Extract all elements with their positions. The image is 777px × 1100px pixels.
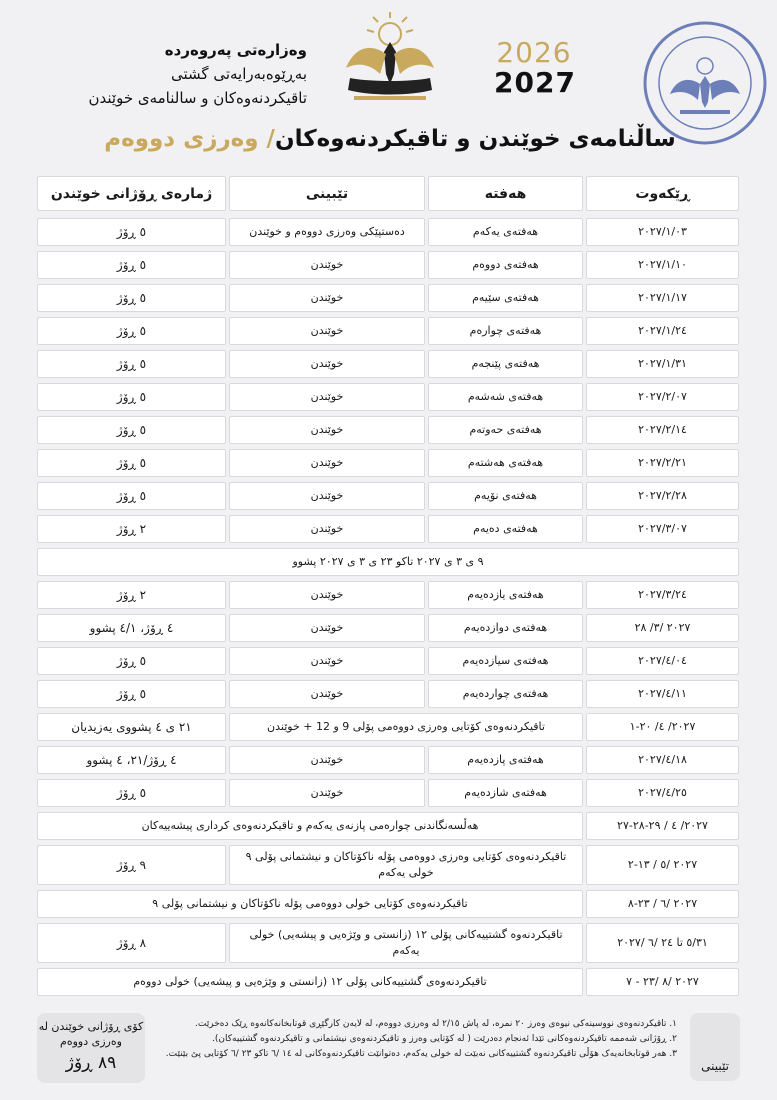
- row-note: خوێندن: [229, 482, 425, 510]
- row-note: خوێندن: [229, 680, 425, 708]
- table-row: [37, 251, 739, 279]
- final-exam-row: [37, 968, 739, 996]
- table-row: [37, 581, 739, 609]
- row-days: ٥ ڕۆژ: [37, 317, 226, 345]
- row-note: تاقیکردنەوەی کۆتایی وەرزی دووەمی پۆلی 9 و 12 + خوێندن: [229, 713, 583, 741]
- row-week: هەفتەی هەشتەم: [428, 449, 583, 477]
- year-start: 2026: [496, 36, 572, 69]
- row-days: ٥ ڕۆژ: [37, 383, 226, 411]
- row-note: تاقیکردنەوە گشتییەکانی پۆلی ١٢ (زانستی و وێژەیی و پیشەیی) خولی یەکەم: [229, 923, 583, 963]
- row-date: ٢٠٢٧/٢/٢٨: [586, 482, 739, 510]
- row-note: خوێندن: [229, 284, 425, 312]
- table-row: [37, 614, 739, 642]
- note-line: ٢. ڕۆژانی شەممە تاقیکردنەوەکانی تێدا ئەنجام دەدرێت ( لە کۆتایی وەرز و تاقیکردنەوەی نیشتمانی و تاقیکردنەوە گشتییەکان).: [211, 1034, 677, 1044]
- header-note: تێبینی: [229, 176, 425, 211]
- row-note: خوێندن: [229, 779, 425, 807]
- table-row: [37, 515, 739, 543]
- row-week: هەفتەی پێنجەم: [428, 350, 583, 378]
- row-days: ٩ ڕۆژ: [37, 845, 226, 885]
- row-days: ٥ ڕۆژ: [37, 482, 226, 510]
- row-date: ٢٠٢٧/١/١٧: [586, 284, 739, 312]
- row-week: هەفتەی شەشەم: [428, 383, 583, 411]
- row-date: ٢٠٢٧/٤/٢٥: [586, 779, 739, 807]
- row-date: ٢٠٢٧/ ٤/ ٢٠-١: [586, 713, 739, 741]
- row-days: ٢ ڕۆژ: [37, 515, 226, 543]
- year-end: 2027: [494, 66, 576, 99]
- row-date: ٥/٣١ تا ٢٤ /٦ /٢٠٢٧: [586, 923, 739, 963]
- row-days: ٥ ڕۆژ: [37, 416, 226, 444]
- row-note: خوێندن: [229, 251, 425, 279]
- exam-row: [37, 713, 739, 741]
- row-days: ٥ ڕۆژ: [37, 449, 226, 477]
- row-note: خوێندن: [229, 581, 425, 609]
- row-week: هەفتەی یازدەیەم: [428, 581, 583, 609]
- row-week: هەفتەی پازدەیەم: [428, 746, 583, 774]
- page-header: [0, 0, 777, 165]
- row-note: خوێندن: [229, 383, 425, 411]
- row-week: هەفتەی چوارەم: [428, 317, 583, 345]
- holiday-row: [37, 548, 739, 576]
- row-days: ٤ ڕۆژ/٢١، ٤ پشوو: [37, 746, 226, 774]
- row-note: خوێندن: [229, 647, 425, 675]
- ministry-block: [27, 38, 307, 110]
- header-days: ژمارەی ڕۆژانی خوێندن: [37, 176, 226, 211]
- row-note: دەستپێکی وەرزی دووەم و خوێندن: [229, 218, 425, 246]
- row-date: ٢٠٢٧ /٣/ ٢٨: [586, 614, 739, 642]
- table-row: [37, 647, 739, 675]
- row-date: ٢٠٢٧/٣/٠٧: [586, 515, 739, 543]
- row-note: خوێندن: [229, 515, 425, 543]
- row-week: هەفتەی دووەم: [428, 251, 583, 279]
- row-note: خوێندن: [229, 746, 425, 774]
- row-note: خوێندن: [229, 317, 425, 345]
- row-note: هەڵسەنگاندنی چوارەمی پازنەی یەکەم و تاقیکردنەوەی کرداری پیشەییەکان: [37, 812, 583, 840]
- row-date: ٢٠٢٧/ ٤ / ٢٩-٢٨-٢٧: [586, 812, 739, 840]
- table-row: [37, 746, 739, 774]
- table-row: [37, 680, 739, 708]
- row-date: ٢٠٢٧/٣/٢٤: [586, 581, 739, 609]
- row-note: تاقیکردنەوەی کۆتایی وەرزی دووەمی پۆلە ناکۆتاکان و نیشتمانی پۆلی ٩ خولی یەکەم: [229, 845, 583, 885]
- row-week: هەفتەی دەیەم: [428, 515, 583, 543]
- total-days-label: کۆی ڕۆژانی خوێندن لە وەرزی دووەم: [38, 1020, 144, 1048]
- row-days: ٥ ڕۆژ: [37, 251, 226, 279]
- row-days: ٢ ڕۆژ: [37, 581, 226, 609]
- row-date: ٢٠٢٧/٢/٢١: [586, 449, 739, 477]
- row-date: ٢٠٢٧/٤/٠٤: [586, 647, 739, 675]
- note-line: ١. تاقیکردنەوەی نووسینەکی نیوەی وەرز ٢٠ نمرە، لە پاش ٢/١٥ لە وەرزی دووەم، لە لایەن کارگێڕی قوتابخانەکانەوە ڕێک دەخرێت.: [195, 1019, 677, 1029]
- row-date: ٢٠٢٧/٢/١٤: [586, 416, 739, 444]
- row-week: هەفتەی نۆیەم: [428, 482, 583, 510]
- table-row: [37, 284, 739, 312]
- footer-notes: [152, 1017, 677, 1062]
- title-main: ساڵنامەی خوێندن و تاقیکردنەوەکان: [274, 126, 676, 152]
- row-note: خوێندن: [229, 449, 425, 477]
- ministry-name: وەزارەتی پەروەردە: [164, 41, 307, 59]
- directorate-name: بەڕێوەبەرایەتی گشتی: [171, 65, 307, 83]
- row-date: ٢٠٢٧/١/٢٤: [586, 317, 739, 345]
- holiday-text: ٩ ی ٣ ی ٢٠٢٧ تاکو ٢٣ ی ٣ ی ٢٠٢٧ پشوو: [37, 548, 739, 576]
- title-accent: / وەرزی دووەم: [104, 126, 275, 152]
- row-date: ٢٠٢٧ /٨ /٢٣ - ٧: [586, 968, 739, 996]
- table-header-row: [37, 176, 739, 211]
- row-days: ٥ ڕۆژ: [37, 647, 226, 675]
- table-row: [37, 350, 739, 378]
- evaluation-row: [37, 812, 739, 840]
- row-date: ٢٠٢٧/١/١٠: [586, 251, 739, 279]
- department-name: تاقیکردنەوەکان و سالنامەی خوێندن: [88, 89, 307, 107]
- row-note: خوێندن: [229, 350, 425, 378]
- row-week: هەفتەی یەکەم: [428, 218, 583, 246]
- row-days: ٤ ڕۆژ، ٤/١ پشوو: [37, 614, 226, 642]
- table-row: [37, 482, 739, 510]
- final-exam-row: [37, 890, 739, 918]
- row-week: هەفتەی سیازدەیەم: [428, 647, 583, 675]
- row-date: ٢٠٢٧/٤/١١: [586, 680, 739, 708]
- academic-years: [494, 38, 574, 98]
- notes-label: تێبینی: [690, 1013, 740, 1081]
- table-row: [37, 317, 739, 345]
- row-note: تاقیکردنەوەی گشتییەکانی پۆلی ١٢ (زانستی و وێژەیی و پیشەیی) خولی دووەم: [37, 968, 583, 996]
- note-line: ٣. هەر قوتابخانەیەک هۆڵی تاقیکردنەوە گشتییەکانی نەبێت لە خولی یەکەم، دەتوانێت تاقیکردنەوەکانی لە ١٤ /٦ تاکو ٢٣ /٦ کۆتایی پێ بێنێت.: [165, 1049, 677, 1059]
- row-date: ٢٠٢٧ /٦ / ٢٣-٨: [586, 890, 739, 918]
- final-exam-row: [37, 923, 739, 963]
- row-days: ٥ ڕۆژ: [37, 350, 226, 378]
- table-row: [37, 449, 739, 477]
- header-week: هەفتە: [428, 176, 583, 211]
- row-date: ٢٠٢٧ /٥ / ١٣-٢: [586, 845, 739, 885]
- row-days: ٥ ڕۆژ: [37, 680, 226, 708]
- page-title: [100, 126, 680, 152]
- row-note: خوێندن: [229, 614, 425, 642]
- row-days: ٥ ڕۆژ: [37, 284, 226, 312]
- table-row: [37, 779, 739, 807]
- row-days: ٨ ڕۆژ: [37, 923, 226, 963]
- row-date: ٢٠٢٧/١/٣١: [586, 350, 739, 378]
- table-row: [37, 416, 739, 444]
- row-note: تاقیکردنەوەی کۆتایی خولی دووەمی پۆلە ناکۆتاکان و نیشتمانی پۆلی ٩: [37, 890, 583, 918]
- row-week: هەفتەی حەوتەم: [428, 416, 583, 444]
- row-date: ٢٠٢٧/٤/١٨: [586, 746, 739, 774]
- row-week: هەفتەی شازدەیەم: [428, 779, 583, 807]
- krg-emblem-icon: [340, 12, 440, 112]
- table-row: [37, 383, 739, 411]
- row-date: ٢٠٢٧/٢/٠٧: [586, 383, 739, 411]
- row-days: ٥ ڕۆژ: [37, 779, 226, 807]
- row-week: هەفتەی سێیەم: [428, 284, 583, 312]
- row-days: ٥ ڕۆژ: [37, 218, 226, 246]
- total-days-value: ٨٩ ڕۆژ: [65, 1053, 117, 1073]
- row-week: هەفتەی چواردەیەم: [428, 680, 583, 708]
- row-days: ٢١ ی ٤ پشووی یەزیدیان: [37, 713, 226, 741]
- total-days-box: [37, 1013, 145, 1083]
- row-date: ٢٠٢٧/١/٠٣: [586, 218, 739, 246]
- header-date: ڕێکەوت: [586, 176, 739, 211]
- row-note: خوێندن: [229, 416, 425, 444]
- row-week: هەفتەی دوازدەیەم: [428, 614, 583, 642]
- table-row: [37, 218, 739, 246]
- final-exam-row: [37, 845, 739, 885]
